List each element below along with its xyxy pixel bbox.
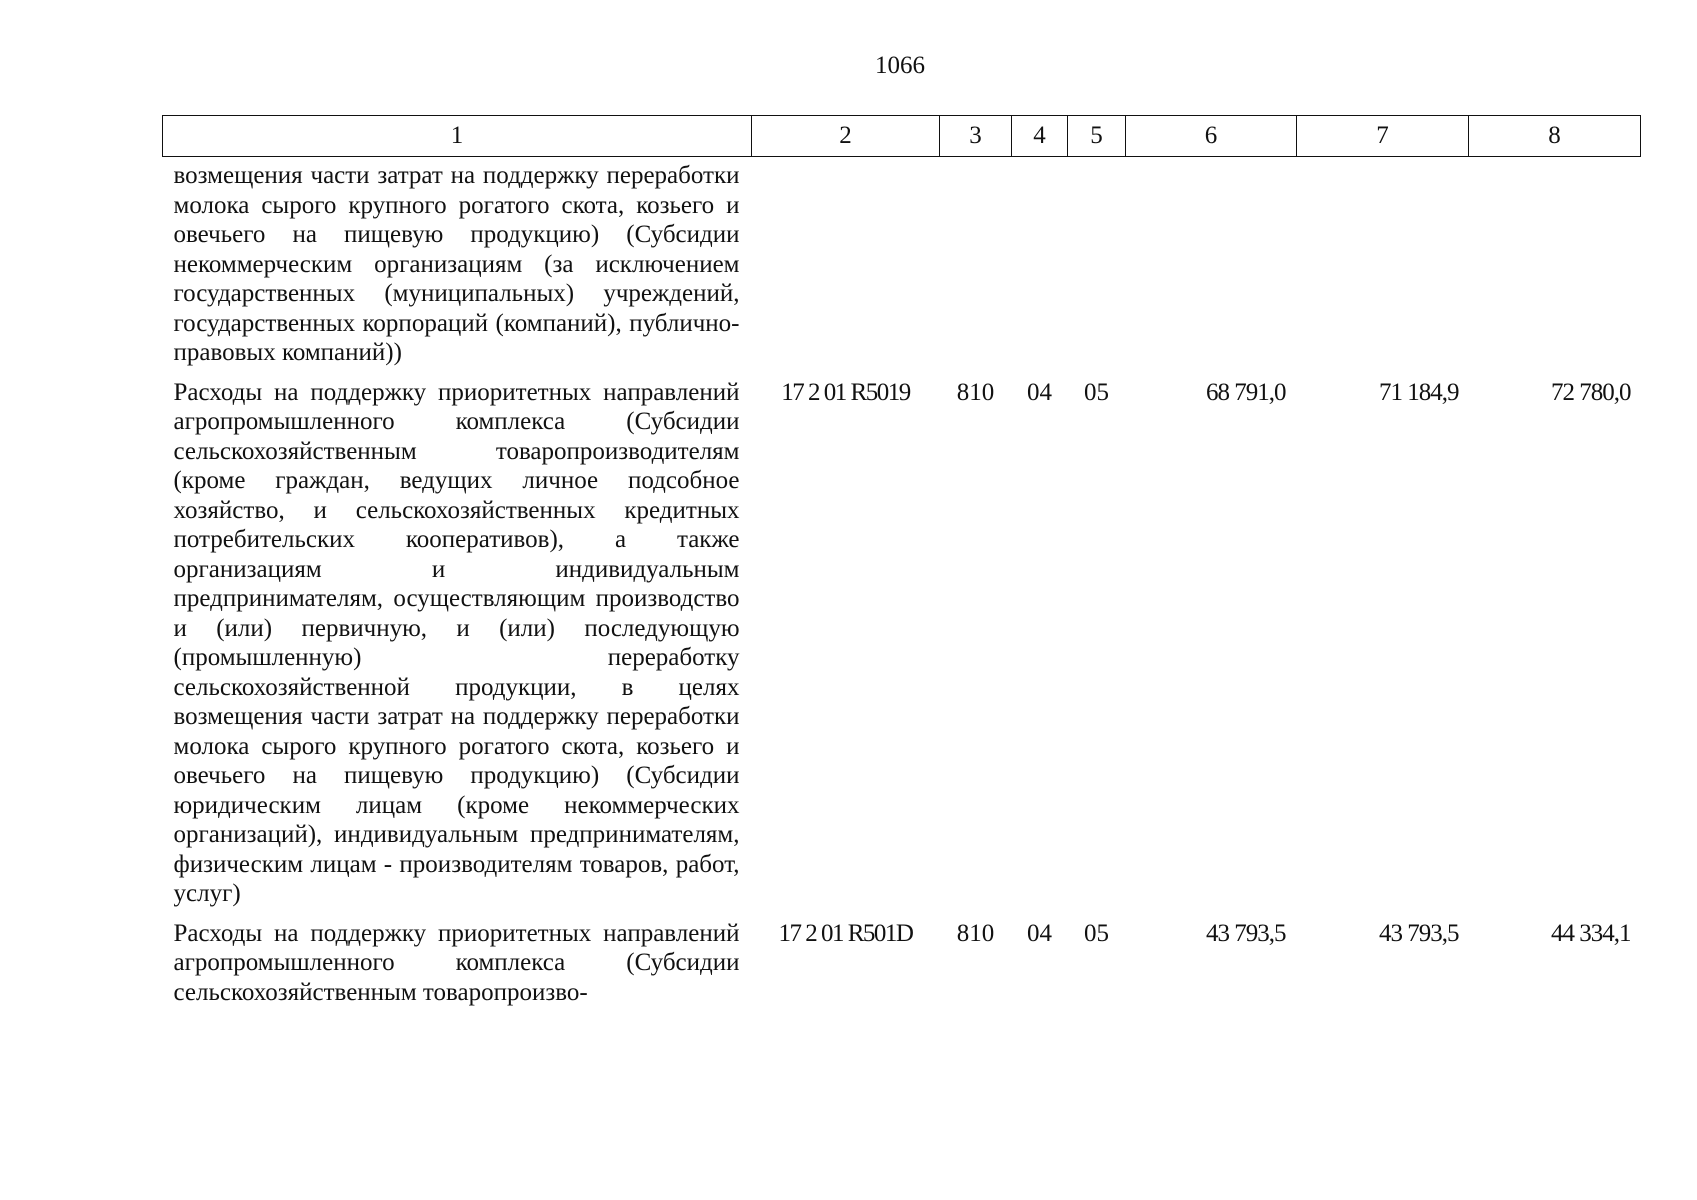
row-description: Расходы на поддержку приоритетных направлений агропромышленного комплекса (Субсидии сельскохозяйственным товаропроизво- (173, 919, 740, 1006)
row-rz: 04 (1027, 378, 1052, 406)
column-header-5: 5 (1068, 116, 1126, 157)
row-year3: 44 334,1 (1551, 919, 1631, 947)
budget-table (162, 115, 1641, 1007)
column-header-6: 6 (1126, 116, 1297, 157)
row-code (752, 157, 940, 368)
row-year2: 43 793,5 (1379, 919, 1459, 947)
table-header (163, 116, 1641, 157)
row-rz (1012, 157, 1068, 368)
row-pr: 05 (1084, 378, 1109, 406)
row-year1 (1126, 157, 1297, 368)
row-year2 (1297, 157, 1469, 368)
table-row (163, 157, 1641, 368)
row-pr: 05 (1084, 919, 1109, 947)
table-row (163, 909, 1641, 1008)
row-year3: 72 780,0 (1551, 378, 1631, 406)
table-row (163, 368, 1641, 909)
header-row (163, 116, 1641, 157)
column-header-8: 8 (1469, 116, 1641, 157)
row-code: 17 2 01 R5019 (781, 378, 910, 406)
column-header-7: 7 (1297, 116, 1469, 157)
row-vr: 810 (956, 378, 995, 406)
row-pr (1068, 157, 1126, 368)
row-year1: 68 791,0 (1206, 378, 1286, 406)
row-code: 17 2 01 R501D (778, 919, 913, 947)
row-year3 (1469, 157, 1641, 368)
row-description: Расходы на поддержку приоритетных направлений агропромышленного комплекса (Субсидии сельскохозяйственным товаропроизводителям (кроме граждан, ведущих личное подсобное хозяйство, и сельскохозяйственных кредитных потребительских кооперативов), а также организациям и индивидуальным предпринимателям, осуществляющим производство и (или) первичную, и (или) последующую (промышленную) переработку сельскохозяйственной продукции, в целях возмещения части затрат на поддержку переработки молока сырого крупного рогатого скота, козьего и овечьего на пищевую продукцию) (Субсидии юридическим лицам (кроме некоммерческих организаций), индивидуальным предпринимателям, физическим лицам - производителям товаров, работ, услуг) (173, 378, 740, 907)
column-header-1: 1 (163, 116, 752, 157)
row-year1: 43 793,5 (1206, 919, 1286, 947)
page-number: 1066 (875, 52, 925, 79)
table-body (163, 157, 1641, 1008)
column-header-2: 2 (752, 116, 940, 157)
column-header-4: 4 (1012, 116, 1068, 157)
row-year2: 71 184,9 (1379, 378, 1459, 406)
row-rz: 04 (1027, 919, 1052, 947)
row-vr: 810 (956, 919, 995, 947)
row-description: возмещения части затрат на поддержку переработки молока сырого крупного рогатого скота, козьего и овечьего на пищевую продукцию) (Субсидии некоммерческим организациям (за исключением государственных (муниципальных) учреждений, государственных корпораций (компаний), публично-правовых компаний)) (173, 162, 740, 366)
column-header-3: 3 (940, 116, 1012, 157)
row-vr (940, 157, 1012, 368)
